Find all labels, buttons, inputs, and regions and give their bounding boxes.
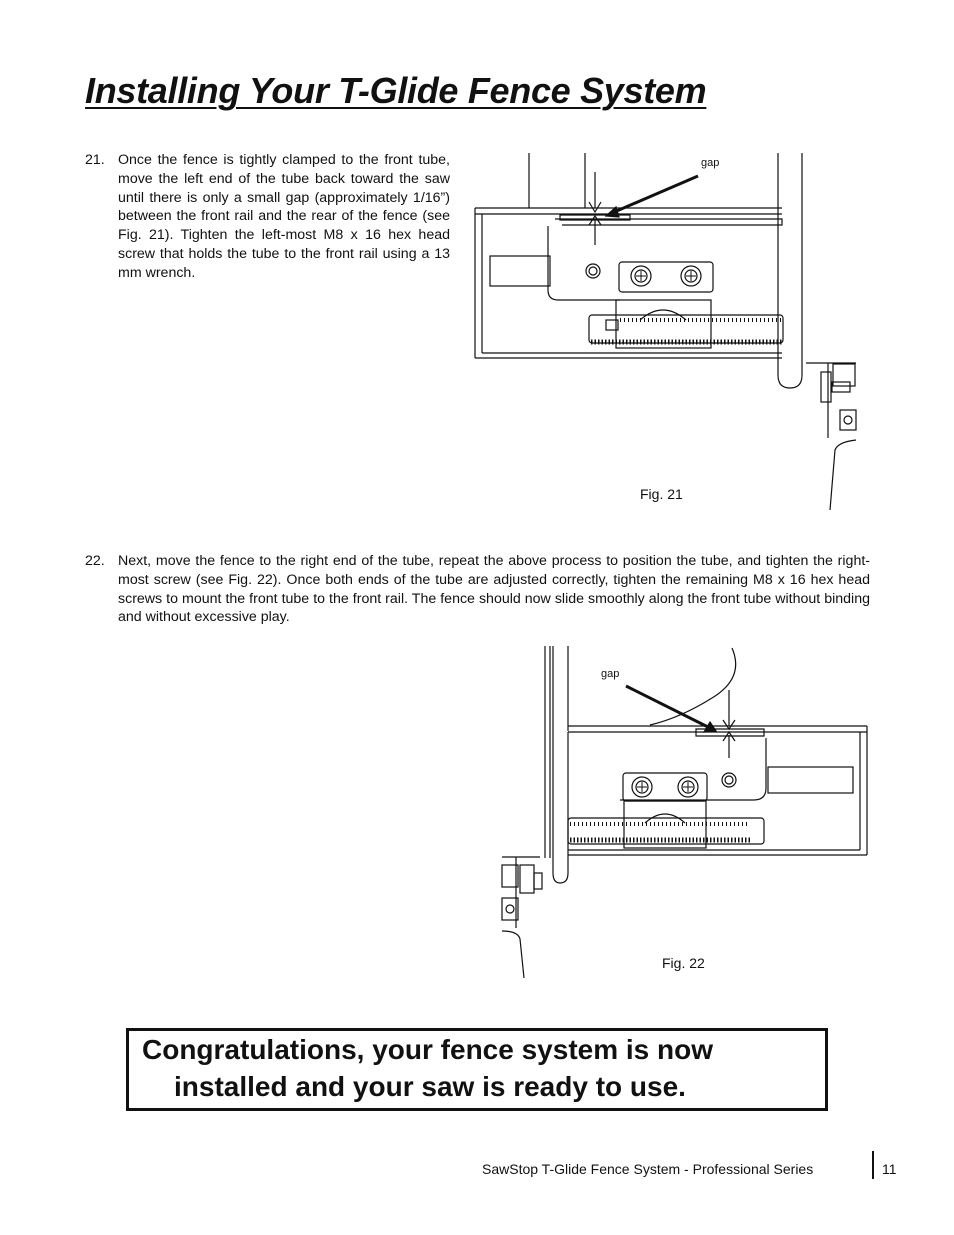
page-title: Installing Your T-Glide Fence System (85, 70, 707, 111)
footer-title: SawStop T-Glide Fence System - Professional Series (482, 1161, 814, 1177)
congratulations-line-1: Congratulations, your fence system is now (142, 1034, 714, 1065)
step-text: Next, move the fence to the right end of the tube, repeat the above process to position the tube, and tighten the right-most screw (see Fig. 22). Once both ends of the tube are adjusted correctly, tighten the remaining M8 x 16 hex head screws to mount the front tube to the front rail. The fence should now slide smoothly along the front tube without binding and without excessive play. (118, 553, 870, 626)
footer-divider (872, 1151, 874, 1179)
figure-caption: Fig. 22 (662, 955, 705, 971)
congratulations-line-2: installed and your saw is ready to use. (174, 1071, 686, 1102)
gap-label: gap (601, 668, 620, 680)
figure-22-illustration (500, 643, 872, 983)
congratulations-box (126, 1028, 828, 1111)
figure-21-illustration (470, 150, 860, 515)
step-number: 22. (85, 553, 105, 569)
step-21 (85, 151, 450, 291)
figure-22 (500, 643, 872, 983)
gap-label: gap (701, 157, 720, 169)
figure-caption: Fig. 21 (640, 486, 683, 502)
figure-21 (470, 150, 860, 515)
step-number: 21. (85, 152, 105, 168)
step-text: Once the fence is tightly clamped to the front tube, move the left end of the tube back toward the saw until there is only a small gap (approximately 1/16”) between the front rail and the rear of the fence (see Fig. 21). Tighten the left-most M8 x 16 hex head screw that holds the tube to the front rail using a 13 mm wrench. (118, 152, 450, 281)
page-number: 11 (882, 1161, 897, 1177)
step-22 (85, 552, 870, 632)
